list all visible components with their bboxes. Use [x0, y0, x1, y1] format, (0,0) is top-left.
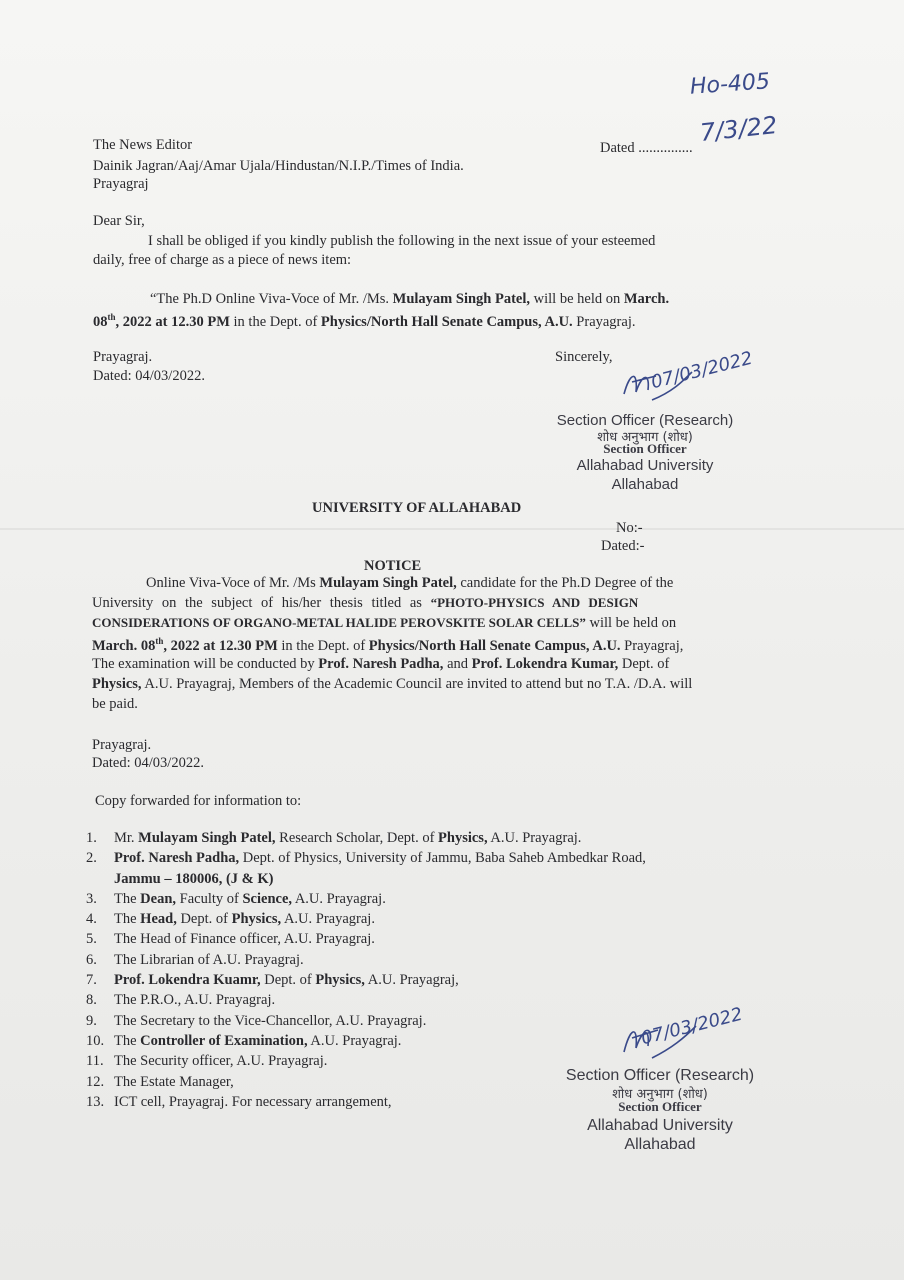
notice-line-7: be paid. — [92, 696, 138, 712]
list-item: 12. The Estate Manager, — [86, 1073, 234, 1090]
notice-dated-2: Dated: 04/03/2022. — [92, 755, 204, 771]
paper-fold-line — [0, 528, 904, 530]
list-item: 2. Prof. Naresh Padha, Dept. of Physics, University of Jammu, Baba Saheb Ambedkar Road, — [86, 850, 646, 867]
list-item: 13. ICT cell, Prayagraj. For necessary arrangement, — [86, 1093, 392, 1110]
footer-stamp-line-1: Section Officer (Research) — [565, 1067, 755, 1084]
list-item: 11. The Security officer, A.U. Prayagraj. — [86, 1053, 328, 1070]
stamp-line-2: शोध अनुभाग (शोध) — [597, 430, 693, 445]
footer-stamp-line-2: शोध अनुभाग (शोध) — [612, 1087, 708, 1102]
footer-stamp-line-4: Allahabad University — [587, 1117, 733, 1134]
signature-date: 07/03/2022 — [649, 347, 755, 394]
addressee-line-2: Dainik Jagran/Aaj/Amar Ujala/Hindustan/N.I.P./Times of India. — [93, 158, 464, 174]
notice-no: No:- — [616, 520, 643, 536]
list-item: 1. Mr. Mulayam Singh Patel, Research Scholar, Dept. of Physics, A.U. Prayagraj. — [86, 830, 582, 846]
list-item: 8. The P.R.O., A.U. Prayagraj. — [86, 992, 276, 1009]
section-officer-stamp — [535, 412, 755, 493]
letter-place: Prayagraj. — [93, 349, 153, 365]
copy-forwarded-heading: Copy forwarded for information to: — [95, 793, 302, 809]
notice-line-6: Physics, A.U. Prayagraj, Members of the Academic Council are invited to attend but no T.A. /D.A. will — [92, 676, 693, 692]
footer-stamp-line-3: Section Officer — [618, 1099, 702, 1114]
letter-body-line-2: daily, free of charge as a piece of news item: — [93, 252, 352, 268]
list-item: 9. The Secretary to the Vice-Chancellor, A.U. Prayagraj. — [86, 1012, 427, 1029]
university-heading: UNIVERSITY OF ALLAHABAD — [312, 500, 522, 516]
sincerely: Sincerely, — [555, 349, 613, 365]
notice-line-1: Online Viva-Voce of Mr. /Ms Mulayam Singh Patel, candidate for the Ph.D Degree of the — [146, 575, 674, 591]
footer-signature-date: 07/03/2022 — [639, 1003, 745, 1050]
stamp-line-3: Section Officer — [603, 441, 687, 456]
stamp-line-4: Allahabad University — [576, 457, 714, 474]
list-item: Jammu – 180006, (J & K) — [114, 870, 274, 887]
list-item: 7. Prof. Lokendra Kuamr, Dept. of Physics, A.U. Prayagraj, — [86, 972, 459, 989]
list-item: 4. The Head, Dept. of Physics, A.U. Prayagraj. — [86, 911, 375, 928]
list-item: 6. The Librarian of A.U. Prayagraj. — [86, 951, 304, 968]
notice-line-3: CONSIDERATIONS OF ORGANO-METAL HALIDE PEROVSKITE SOLAR CELLS” will be held on — [92, 615, 677, 631]
letter-dated: Dated: 04/03/2022. — [93, 368, 205, 384]
news-item-line-1: “The Ph.D Online Viva-Voce of Mr. /Ms. Mulayam Singh Patel, will be held on March. — [150, 291, 670, 307]
dated-label: Dated ............... — [600, 140, 693, 156]
handwritten-date: 7/3/22 — [698, 111, 779, 147]
footer-stamp-line-5: Allahabad — [624, 1136, 696, 1153]
notice-line-2: University on the subject of his/her thesis titled as “PHOTO-PHYSICS AND DESIGN — [92, 595, 639, 611]
news-item-line-2: 08th, 2022 at 12.30 PM in the Dept. of Physics/North Hall Senate Campus, A.U. Prayagraj. — [93, 312, 636, 330]
stamp-line-1: Section Officer (Research) — [556, 412, 734, 429]
stamp-line-5: Allahabad — [611, 476, 679, 493]
notice-line-4: March. 08th, 2022 at 12.30 PM in the Dept. of Physics/North Hall Senate Campus, A.U. Prayagraj, — [92, 636, 684, 654]
list-item: 3. The Dean, Faculty of Science, A.U. Prayagraj. — [86, 890, 386, 907]
notice-title: NOTICE — [364, 558, 422, 574]
footer-section-officer-stamp — [545, 1066, 775, 1154]
handwritten-reference: Ho-405 — [689, 69, 771, 100]
addressee-line-3: Prayagraj — [93, 176, 149, 192]
notice-dated: Dated:- — [601, 538, 645, 554]
addressee-line-1: The News Editor — [93, 137, 193, 153]
salutation: Dear Sir, — [93, 213, 145, 229]
letter-body-line-1: I shall be obliged if you kindly publish the following in the next issue of your esteemed — [148, 233, 656, 249]
list-item: 10. The Controller of Examination, A.U. Prayagraj. — [86, 1032, 402, 1049]
notice-line-5: The examination will be conducted by Prof. Naresh Padha, and Prof. Lokendra Kumar, Dept. of — [92, 656, 670, 672]
list-item: 5. The Head of Finance officer, A.U. Prayagraj. — [86, 931, 375, 948]
notice-place: Prayagraj. — [92, 737, 152, 753]
